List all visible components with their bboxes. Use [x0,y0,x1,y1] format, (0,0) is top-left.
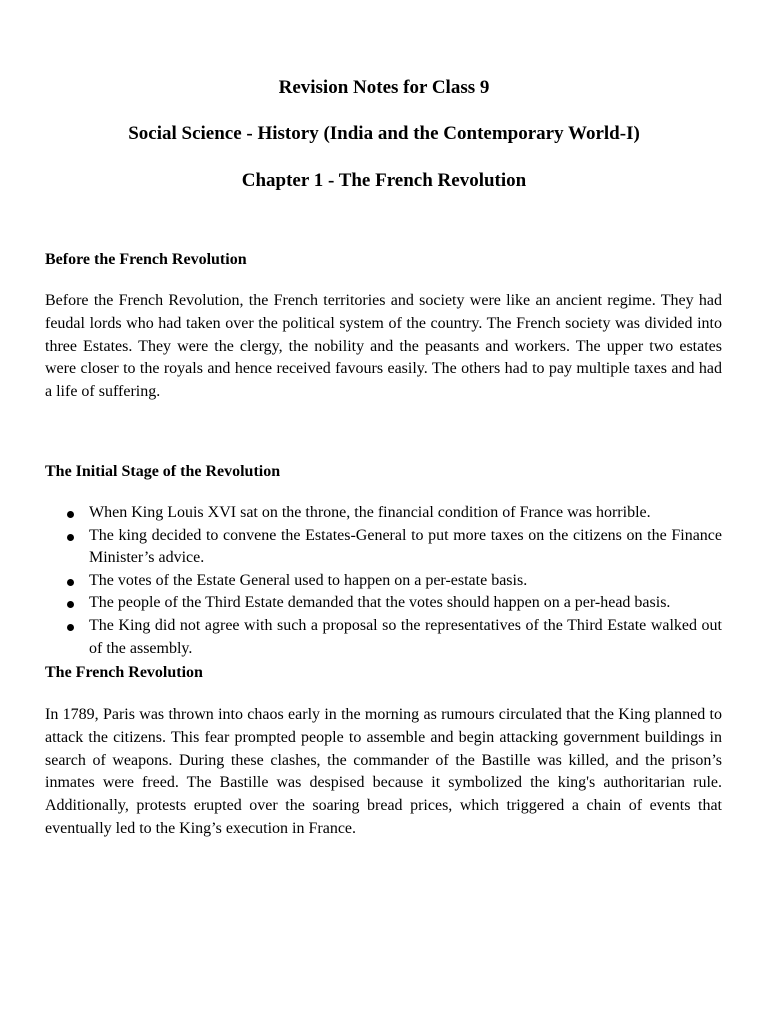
list-item [45,570,722,593]
list-item [45,525,722,570]
list-item-text: The king decided to convene the Estates-General to put more taxes on the citizens on the Finance Minister’s advice. [89,526,722,567]
section-heading-initial-stage: The Initial Stage of the Revolution [45,463,281,480]
document-title: Revision Notes for Class 9 [278,77,490,98]
subject-title: Social Science - History (India and the Contemporary World-I) [128,123,640,144]
bullet-icon [67,579,74,586]
list-item [45,615,722,660]
section-heading-before-revolution: Before the French Revolution [45,251,247,268]
bullet-icon [67,511,74,518]
chapter-title: Chapter 1 - The French Revolution [241,170,527,191]
list-item [45,592,722,615]
bullet-icon [67,534,74,541]
section-paragraph-before-revolution: Before the French Revolution, the French territories and society were like an ancient regime. They had feudal lords who had taken over the political system of the country. The French society was divided into three Estates. They were the clergy, the nobility and the peasants and workers. The upper two estates were closer to the royals and hence received favours easily. The others had to pay multiple taxes and had a life of suffering. [45,292,722,401]
section-paragraph-french-revolution: In 1789, Paris was thrown into chaos early in the morning as rumours circulated that the King planned to attack the citizens. This fear prompted people to assemble and begin attacking government buildings in search of weapons. During these clashes, the commander of the Bastille was killed, and the prison’s inmates were freed. The Bastille was despised because it symbolized the king's authoritarian rule. Additionally, protests erupted over the soaring bread prices, which triggered a chain of events that eventually led to the King’s execution in France. [45,706,722,837]
list-item-text: The King did not agree with such a proposal so the representatives of the Third Estate walked out of the assembly. [89,616,722,657]
list-item-text: The people of the Third Estate demanded that the votes should happen on a per-head basis. [89,594,671,612]
initial-stage-bullet-list [45,502,722,660]
list-item [45,502,722,525]
list-item-text: The votes of the Estate General used to happen on a per-estate basis. [89,571,528,589]
list-item-text: When King Louis XVI sat on the throne, the financial condition of France was horrible. [89,504,651,521]
section-heading-french-revolution: The French Revolution [45,664,203,681]
bullet-icon [67,601,74,608]
bullet-icon [67,624,74,631]
